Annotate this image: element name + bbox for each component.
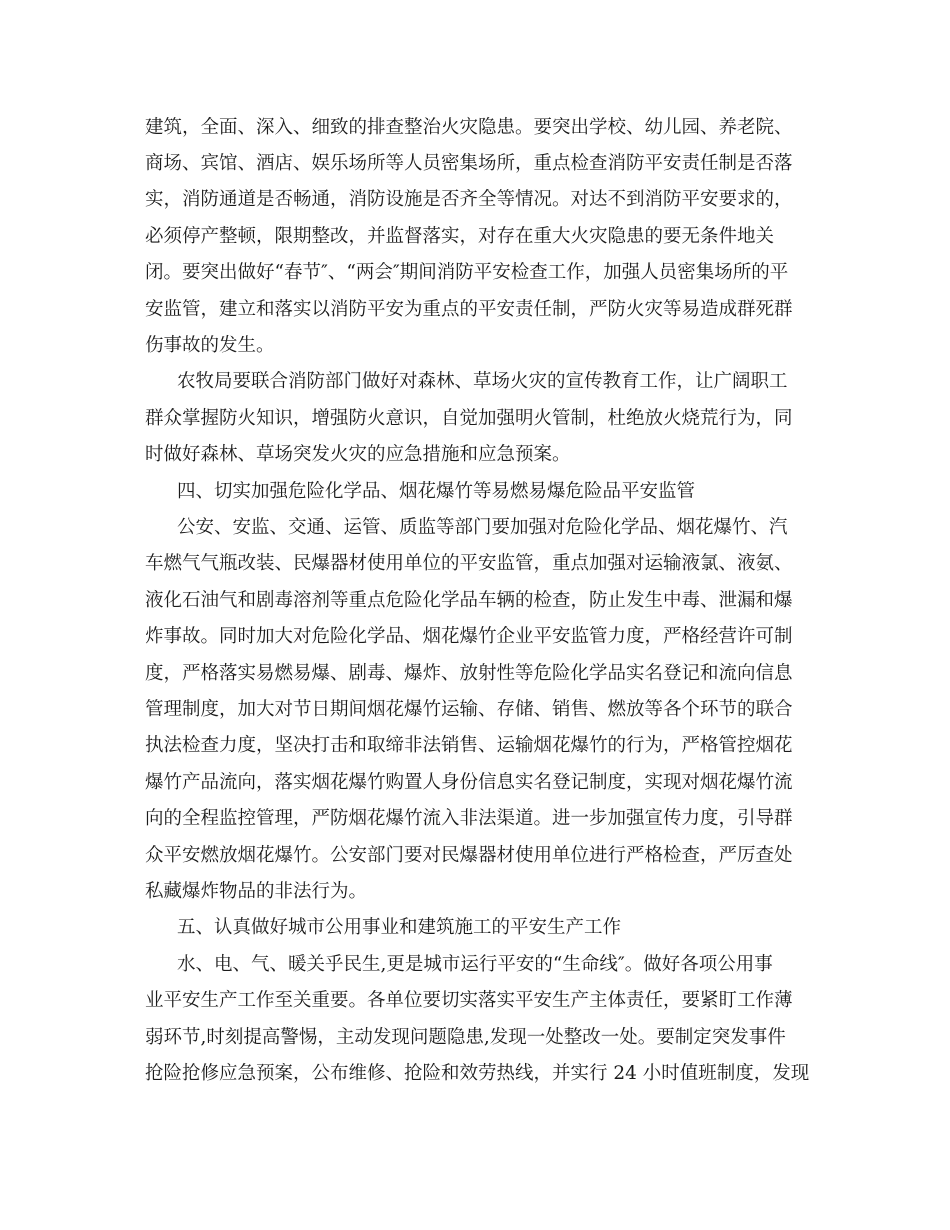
paragraph-line: 安监管，建立和落实以消防平安为重点的平安责任制，严防火灾等易造成群死群 [145, 299, 793, 320]
paragraph-line: 私藏爆炸物品的非法行为。 [145, 881, 368, 902]
paragraph-line: 液化石油气和剧毒溶剂等重点危险化学品车辆的检查，防止发生中毒、泄漏和爆 [145, 590, 793, 611]
paragraph-line: 时做好森林、草场突发火灾的应急措施和应急预案。 [145, 444, 571, 465]
paragraph-line: 商场、宾馆、酒店、娱乐场所等人员密集场所，重点检查消防平安责任制是否落 [145, 153, 793, 174]
section-heading: 五、认真做好城市公用事业和建筑施工的平安生产工作 [177, 917, 622, 938]
section-heading: 四、切实加强危险化学品、烟花爆竹等易燃易爆危险品平安监管 [177, 481, 696, 502]
paragraph-line: 业平安生产工作至关重要。各单位要切实落实平安生产主体责任，要紧盯工作薄 [145, 990, 793, 1011]
paragraph-line: 建筑，全面、深入、细致的排查整治火灾隐患。要突出学校、幼儿园、养老院、 [145, 117, 793, 138]
paragraph-line: 炸事故。同时加大对危险化学品、烟花爆竹企业平安监管力度，严格经营许可制 [145, 626, 793, 647]
paragraph-line: 度，严格落实易燃易爆、剧毒、爆炸、放射性等危险化学品实名登记和流向信息 [145, 663, 793, 684]
paragraph-line: 弱环节,时刻提高警惕，主动发现问题隐患,发现一处整改一处。要制定突发事件 [145, 1027, 786, 1048]
paragraph-line: 实，消防通道是否畅通，消防设施是否齐全等情况。对达不到消防平安要求的， [145, 189, 793, 210]
paragraph-line: 众平安燃放烟花爆竹。公安部门要对民爆器材使用单位进行严格检查，严厉查处 [145, 845, 793, 866]
paragraph-line: 伤事故的发生。 [145, 335, 275, 356]
paragraph-line: 爆竹产品流向，落实烟花爆竹购置人身份信息实名登记制度，实现对烟花爆竹流 [145, 772, 793, 793]
paragraph-line: 公安、安监、交通、运管、质监等部门要加强对危险化学品、烟花爆竹、汽 [177, 517, 788, 538]
paragraph-line: 向的全程监控管理，严防烟花爆竹流入非法渠道。进一步加强宣传力度，引导群 [145, 808, 793, 829]
paragraph-line: 车燃气气瓶改装、民爆器材使用单位的平安监管，重点加强对运输液氯、液氨、 [145, 553, 793, 574]
paragraph-line: 闭。要突出做好“春节″、“两会″期间消防平安检查工作，加强人员密集场所的平 [145, 262, 789, 283]
paragraph-line: 农牧局要联合消防部门做好对森林、草场火灾的宣传教育工作，让广阔职工 [177, 371, 788, 392]
paragraph-line: 水、电、气、暖关乎民生,更是城市运行平安的“生命线″。做好各项公用事 [177, 954, 773, 975]
paragraph-line: 管理制度，加大对节日期间烟花爆竹运输、存储、销售、燃放等各个环节的联合 [145, 699, 793, 720]
paragraph-line: 群众掌握防火知识，增强防火意识，自觉加强明火管制，杜绝放火烧荒行为，同 [145, 408, 793, 429]
paragraph-line: 抢险抢修应急预案，公布维修、抢险和效劳热线，并实行 24 小时值班制度，发现 [145, 1063, 810, 1084]
paragraph-line: 必须停产整顿，限期整改，并监督落实，对存在重大火灾隐患的要无条件地关 [145, 226, 775, 247]
paragraph-line: 执法检查力度，坚决打击和取缔非法销售、运输烟花爆竹的行为，严格管控烟花 [145, 735, 793, 756]
